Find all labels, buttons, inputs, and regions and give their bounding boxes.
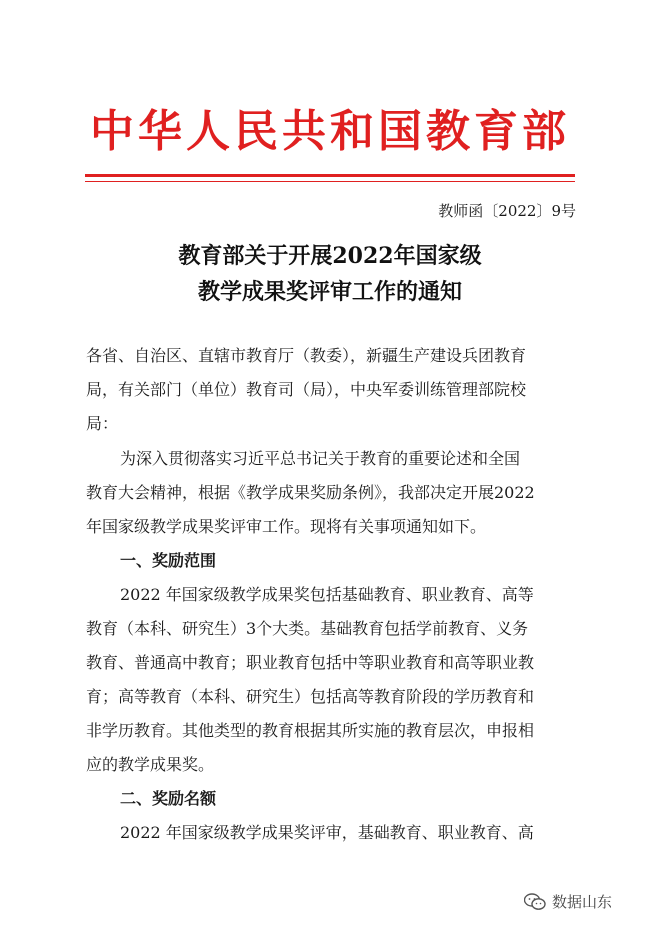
section-heading-award-quota: 二、奖励名额 [120, 789, 217, 808]
body-line: 非学历教育。其他类型的教育根据其所实施的教育层次，申报相 [86, 721, 535, 740]
wechat-icon [524, 893, 546, 911]
body-line: 育；高等教育（本科、研究生）包括高等教育阶段的学历教育和 [86, 687, 535, 706]
body-line: 各省、自治区、直辖市教育厅（教委），新疆生产建设兵团教育 [86, 346, 527, 365]
section-heading-award-scope: 一、奖励范围 [120, 551, 217, 570]
body-line: 局，有关部门（单位）教育司（局），中央军委训练管理部院校 [86, 380, 527, 399]
body-line: 应的教学成果奖。 [86, 755, 215, 774]
body-line: 2022 年国家级教学成果奖包括基础教育、职业教育、高等 [120, 585, 534, 604]
letterhead-rule-thick [85, 174, 575, 177]
body-line: 局： [86, 414, 119, 433]
body-line: 教育、普通高中教育；职业教育包括中等职业教育和高等职业教 [86, 653, 535, 672]
body-line: 为深入贯彻落实习近平总书记关于教育的重要论述和全国 [120, 449, 521, 468]
body-line: 年国家级教学成果奖评审工作。现将有关事项通知如下。 [86, 517, 487, 536]
watermark [520, 889, 616, 914]
watermark-label: 数据山东 [551, 893, 612, 911]
document-number: 教师函〔2022〕9号 [438, 202, 576, 220]
body-line: 教育（本科、研究生）3个大类。基础教育包括学前教育、义务 [86, 619, 529, 638]
letterhead-rule-thin [85, 181, 575, 182]
letterhead-title: 中华人民共和国教育部 [90, 106, 570, 157]
notice-title-line-1: 教育部关于开展2022年国家级 [178, 243, 482, 269]
body-line: 2022 年国家级教学成果奖评审，基础教育、职业教育、高 [120, 823, 534, 842]
body-line: 教育大会精神，根据《教学成果奖励条例》，我部决定开展2022 [86, 483, 535, 502]
notice-title-line-2: 教学成果奖评审工作的通知 [197, 279, 462, 305]
